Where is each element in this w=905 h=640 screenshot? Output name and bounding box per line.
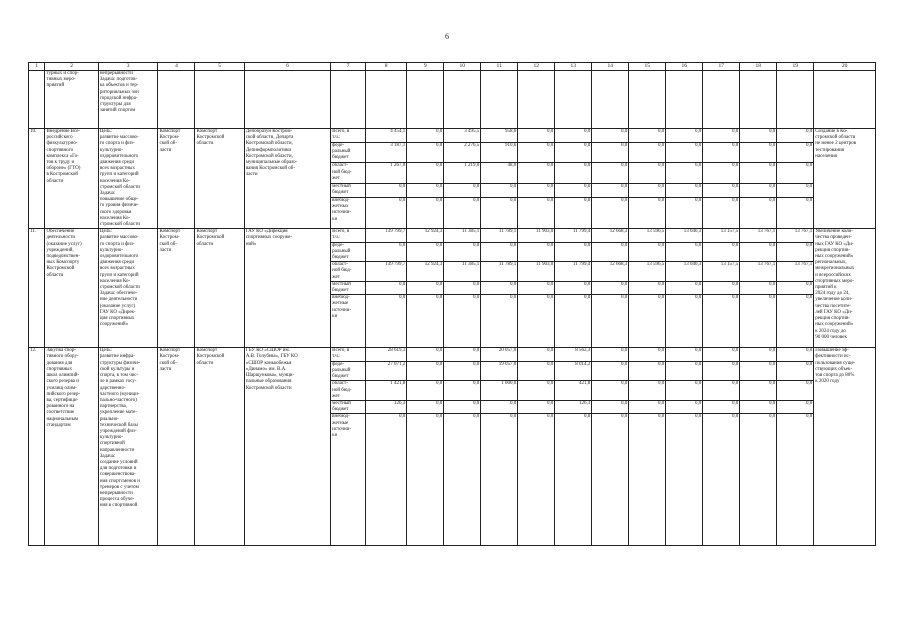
funding-value: 0,0 [740,142,777,162]
funding-value: 0,0 [703,163,740,183]
funding-value: 0,0 [629,163,666,183]
funding-value: 0,0 [703,142,740,162]
funding-value: 3 187,1 [366,142,407,162]
funding-source: феде- ральный бюджет [331,142,366,162]
funding-value: 910,6 [481,142,518,162]
funding-source: Всего, в т.ч.: [331,129,366,143]
funding-value: 12 924,3 [407,229,444,242]
funding-value: 0,0 [518,183,555,197]
goal-task: Цель: развитие массово- го спорта и физ- культурно- оздоровительного движения среди всех возрастных групп и категорий населения Ко- стромской области Задача: обеспече- ние деятельности (оказание услуг) ГАУ КО «Дирек- ция спортивных сооружений» [98,229,158,348]
funding-value: 0,0 [518,129,555,143]
funding-value: 1 219,0 [444,163,481,183]
funding-value: 0,0 [740,163,777,183]
funding-value: 0,0 [740,361,777,381]
funding-value: 0,0 [629,242,666,262]
funding-value: 2 276,5 [444,142,481,162]
funding-value: 0,0 [444,183,481,197]
funding-value: 11 385,1 [444,229,481,242]
funding-value: 0,0 [366,295,407,348]
empty-cell [366,71,407,129]
funding-value: 0,0 [777,197,814,228]
funding-value: 3 495,5 [444,129,481,143]
funding-value: 0,0 [444,348,481,361]
funding-value: 421,8 [555,381,592,401]
funding-value: 0,0 [629,142,666,162]
funding-value: 0,0 [481,400,518,413]
funding-value: 0,0 [555,414,592,546]
funding-value: 0,0 [666,400,703,413]
funding-value: 11 903,0 [518,262,555,282]
funding-value: 0,0 [407,242,444,262]
customer: Комспорт Костромской области [195,129,244,229]
column-number: 3 [98,63,158,71]
funding-value: 0,0 [444,361,481,381]
funding-value: 11 903,0 [518,229,555,242]
funding-value: 4 454,1 [366,129,407,143]
funding-value: 11 385,1 [444,262,481,282]
funding-value: 0,0 [518,361,555,381]
empty-cell [740,71,777,129]
funding-value: 12 668,3 [592,229,629,242]
funding-value: 0,0 [592,242,629,262]
funding-value: 0,0 [407,197,444,228]
funding-value: 0,0 [592,197,629,228]
empty-cell [158,71,195,129]
funding-value: 0,0 [703,295,740,348]
expected-result: Создание в Ко- стромской области не менее 2 центров тестирования населения [814,129,876,229]
funding-value: 0,0 [666,242,703,262]
column-number: 2 [45,63,98,71]
empty-cell [814,71,876,129]
funding-value: 11 789,1 [481,229,518,242]
funding-source: Всего, в т.ч.: [331,348,366,361]
funding-value: 0,0 [703,400,740,413]
funding-value: 0,0 [366,414,407,546]
empty-cell [244,71,330,129]
funding-source: феде- ральный бюджет [331,242,366,262]
funding-value: 13 040,3 [666,229,703,242]
page-number: 6 [445,32,449,41]
funding-source: област- ной бюд- жет [331,163,366,183]
column-number: 20 [814,63,876,71]
funding-value: 0,0 [407,348,444,361]
funding-value: 0,0 [481,414,518,546]
funding-value: 0,0 [555,142,592,162]
funding-value: 13 596,5 [629,262,666,282]
column-number: 1 [29,63,45,71]
funding-value: 0,0 [518,414,555,546]
goal-task: Цель: развитие массово- го спорта и физ- культурно- оздоровительного движения среди всех возрастных групп и категорий населения Ко- стромской области Задача: повышение обще- го уровня физиче- ского здоровья населения Ко- стромской области [98,129,158,229]
funding-value: 13 157,5 [703,262,740,282]
funding-value: 0,0 [777,281,814,294]
funding-value: 0,0 [592,142,629,162]
event-name: турных и спор- тивных меро- приятий [45,71,98,129]
column-number: 5 [195,63,244,71]
funding-value: 11 789,1 [481,262,518,282]
funding-source: Всего, в т.ч.: [331,229,366,242]
funding-value: 139 799,7 [366,262,407,282]
empty-cell [195,71,244,129]
empty-cell [407,71,444,129]
funding-value: 126,3 [366,400,407,413]
funding-value: 0,0 [407,281,444,294]
funding-value: 0,0 [703,129,740,143]
funding-value: 0,0 [481,183,518,197]
empty-cell [629,71,666,129]
funding-value: 0,0 [592,183,629,197]
funding-value: 48,0 [481,163,518,183]
funding-value: 0,0 [703,348,740,361]
funding-value: 0,0 [481,295,518,348]
funding-value: 13 767,1 [740,229,777,242]
table-row [29,348,876,361]
funding-value: 0,0 [555,163,592,183]
column-number: 16 [666,63,703,71]
funding-value: 0,0 [777,142,814,162]
funding-value: 0,0 [592,381,629,401]
funding-value: 0,0 [629,183,666,197]
funding-value: 13 040,3 [666,262,703,282]
funding-value: 0,0 [407,361,444,381]
funding-value: 0,0 [407,163,444,183]
column-number: 8 [366,63,407,71]
funding-value: 0,0 [740,183,777,197]
funding-value: 0,0 [777,163,814,183]
row-number: 12. [29,348,45,546]
column-number: 17 [703,63,740,71]
funding-value: 11 799,4 [555,262,592,282]
funding-source: внебюд- жетные источни- ки [331,295,366,348]
funding-value: 0,0 [740,242,777,262]
continuation-row [29,71,876,129]
table-row [29,229,876,242]
coordinator: Комспорт Костром- ской об- ласти [158,229,195,348]
funding-value: 0,0 [777,183,814,197]
column-number: 9 [407,63,444,71]
funding-value: 0,0 [666,281,703,294]
column-number: 4 [158,63,195,71]
funding-value: 0,0 [666,183,703,197]
column-number-row [29,63,876,71]
funding-value: 0,0 [555,129,592,143]
funding-value: 0,0 [518,242,555,262]
funding-value: 0,0 [777,381,814,401]
funding-value: 0,0 [703,183,740,197]
funding-value: 0,0 [444,242,481,262]
funding-value: 0,0 [555,242,592,262]
funding-value: 0,0 [407,142,444,162]
column-number: 11 [481,63,518,71]
funding-value: 0,0 [629,381,666,401]
funding-value: 0,0 [555,197,592,228]
funding-value: 0,0 [518,197,555,228]
funding-source: внебюд- жетных источни- ки [331,197,366,228]
funding-value: 0,0 [777,242,814,262]
executor: ГАУ КО «Дирекция спортивных сооруже- ний» [244,229,330,348]
funding-value: 126,3 [555,400,592,413]
funding-value: 0,0 [703,242,740,262]
funding-value: 12 924,3 [407,262,444,282]
customer: Комспорт Костромской области [195,229,244,348]
funding-value: 0,0 [666,381,703,401]
goal-task: непрерывности Задача: подготов- ка объектов и тер- риторияльных зон городской инфра- структуры для занятий спортом [98,71,158,129]
empty-cell [518,71,555,129]
empty-cell [592,71,629,129]
funding-value: 0,0 [481,197,518,228]
funding-value: 0,0 [629,414,666,546]
column-number: 7 [331,63,366,71]
funding-value: 0,0 [592,295,629,348]
funding-value: 0,0 [629,281,666,294]
funding-value: 0,0 [629,361,666,381]
funding-value: 958,6 [481,129,518,143]
funding-value: 0,0 [740,295,777,348]
funding-value: 0,0 [444,295,481,348]
funding-value: 0,0 [518,281,555,294]
table-row [29,129,876,143]
funding-value: 1 421,8 [366,381,407,401]
funding-value: 20 057,0 [481,348,518,361]
column-number: 10 [444,63,481,71]
funding-value: 0,0 [518,348,555,361]
executor: Депобразун Костром- ской области, Департа Костромской области, Депинформполитики Костромской области, муниципальные образо- вания Костромской об- ласти [244,129,330,229]
funding-value: 0,0 [444,281,481,294]
funding-value: 0,0 [777,295,814,348]
funding-value: 0,0 [555,295,592,348]
funding-value: 13 767,1 [777,262,814,282]
funding-value: 13 596,5 [629,229,666,242]
funding-value: 0,0 [777,414,814,546]
funding-value: 0,0 [740,348,777,361]
funding-value: 0,0 [366,242,407,262]
funding-value: 0,0 [703,414,740,546]
funding-value: 0,0 [740,414,777,546]
funding-value: 0,0 [740,281,777,294]
funding-value: 0,0 [703,197,740,228]
coordinator: Комспорт Костром- ской об- ласти [158,348,195,546]
empty-cell [331,71,366,129]
funding-value: 0,0 [777,400,814,413]
funding-value: 0,0 [366,197,407,228]
column-number: 15 [629,63,666,71]
funding-value: 0,0 [629,129,666,143]
empty-cell [666,71,703,129]
funding-value: 0,0 [703,281,740,294]
funding-value: 0,0 [592,163,629,183]
funding-value: 0,0 [444,414,481,546]
empty-cell [29,71,45,129]
funding-value: 0,0 [592,129,629,143]
funding-value: 0,0 [481,242,518,262]
funding-value: 0,0 [629,348,666,361]
funding-value: 8 562,3 [555,348,592,361]
funding-value: 0,0 [703,361,740,381]
funding-value: 0,0 [666,361,703,381]
event-name: Обеспечение деятельности (оказание услуг) учреждений, подведомствен- ных Комспорту Костромской области [45,229,98,348]
empty-cell [481,71,518,129]
funding-value: 0,0 [592,400,629,413]
funding-value: 11 799,4 [555,229,592,242]
funding-value: 0,0 [444,197,481,228]
funding-value: 0,0 [518,400,555,413]
funding-source: местный бюджет [331,281,366,294]
funding-value: 8 014,2 [555,361,592,381]
funding-value: 0,0 [444,400,481,413]
funding-value: 0,0 [518,142,555,162]
funding-source: местный бюджет [331,400,366,413]
funding-value: 0,0 [518,381,555,401]
funding-value: 0,0 [629,295,666,348]
executor: ГБУ КО «СШОР им. А.В. Голубева», ГБУ КО «СШОР конькобежья «Динамо» им. В.А. Шарщункова», мунци- пальные образования Костромской области [244,348,330,546]
funding-value: 0,0 [407,414,444,546]
event-name: Закупка спор- тивного обору- дования для спортивных школ олимпий- ского резерва и училищ олим- пийского резер- ва, сертифици- рованного на соответствие национальным стандартам [45,348,98,546]
funding-value: 0,0 [629,197,666,228]
funding-value: 0,0 [407,183,444,197]
funding-value: 0,0 [407,400,444,413]
funding-value: 28 619,3 [366,348,407,361]
funding-value: 0,0 [740,400,777,413]
funding-value: 0,0 [366,183,407,197]
funding-value: 13 767,1 [740,262,777,282]
empty-cell [444,71,481,129]
funding-value: 0,0 [666,129,703,143]
funding-value: 0,0 [740,129,777,143]
funding-value: 0,0 [592,348,629,361]
empty-cell [703,71,740,129]
empty-cell [777,71,814,129]
funding-value: 1 000,0 [481,381,518,401]
funding-value: 13 767,1 [777,229,814,242]
funding-value: 0,0 [629,400,666,413]
column-number: 12 [518,63,555,71]
row-number: 11. [29,229,45,348]
column-number: 14 [592,63,629,71]
funding-value: 27 071,2 [366,361,407,381]
funding-value: 13 157,5 [703,229,740,242]
coordinator: Комспорт Костром- ской об- ласти [158,129,195,229]
funding-value: 0,0 [666,142,703,162]
funding-value: 0,0 [592,414,629,546]
funding-value: 139 799,7 [366,229,407,242]
funding-value: 0,0 [481,281,518,294]
row-number: 10. [29,129,45,229]
event-name: Внедрение Все- российского физкультурно- спортивного комплекса «Го- тов к труду и обороне» (ГТО) в Костромской области [45,129,98,229]
funding-value: 0,0 [666,197,703,228]
funding-value: 0,0 [703,381,740,401]
expected-result: Повышение эф- фективности ис- пользования суще- ствующих объек- тов спорта до 80% к 2020 году [814,348,876,546]
funding-value: 0,0 [592,281,629,294]
funding-value: 0,0 [740,381,777,401]
funding-value: 0,0 [592,361,629,381]
funding-source: местный бюджет [331,183,366,197]
funding-value: 0,0 [666,348,703,361]
funding-value: 0,0 [740,197,777,228]
funding-value: 0,0 [518,295,555,348]
funding-value: 0,0 [407,129,444,143]
empty-cell [555,71,592,129]
column-number: 13 [555,63,592,71]
funding-value: 0,0 [407,381,444,401]
funding-value: 0,0 [518,163,555,183]
customer: Комспорт Костромской области [195,348,244,546]
funding-value: 0,0 [666,414,703,546]
program-table [28,62,876,546]
funding-value: 0,0 [666,163,703,183]
funding-source: област- ной бюд- жет [331,381,366,401]
funding-value: 0,0 [777,129,814,143]
funding-source: феде- ральный бюджет [331,361,366,381]
funding-value: 0,0 [666,295,703,348]
expected-result: Увеличение коли- чества проведен- ных ГАУ КО «Ди- рекция спортив- ных сооружений» региональных, межрегиональных и всероссийских спортивных меро- приятий к 2024 году до 24, увеличение коли- чества посетите- лей ГАУ КО «Ди- рекция спортив- ных сооружений» к 2024 году до 90 000 человек [814,229,876,348]
funding-value: 0,0 [555,281,592,294]
funding-value: 0,0 [555,183,592,197]
funding-source: област- ной бюд- жет [331,262,366,282]
column-number: 19 [777,63,814,71]
funding-value: 0,0 [777,361,814,381]
funding-value: 12 668,3 [592,262,629,282]
funding-value: 0,0 [407,295,444,348]
funding-value: 0,0 [444,381,481,401]
goal-task: Цель: развитие инфра- структуры физиче- ской культуры и спорта, в том чис- ле в рамках госу- дарственно- частного (муници- пально-частного) партнерства, укрепление мате- риально- технической базы учреждений физ- культурно- спортивной направленности Задача: создание условий для подготовки и совершенствова- ния спортсменов и тренеров с учетом непрерывности процесса обуче- ния в спортивной [98,348,158,546]
funding-value: 1 267,0 [366,163,407,183]
funding-value: 19 057,0 [481,361,518,381]
column-number: 18 [740,63,777,71]
funding-value: 0,0 [366,281,407,294]
funding-value: 0,0 [777,348,814,361]
funding-source: внебюд- жетные источни- ки [331,414,366,546]
column-number: 6 [244,63,330,71]
